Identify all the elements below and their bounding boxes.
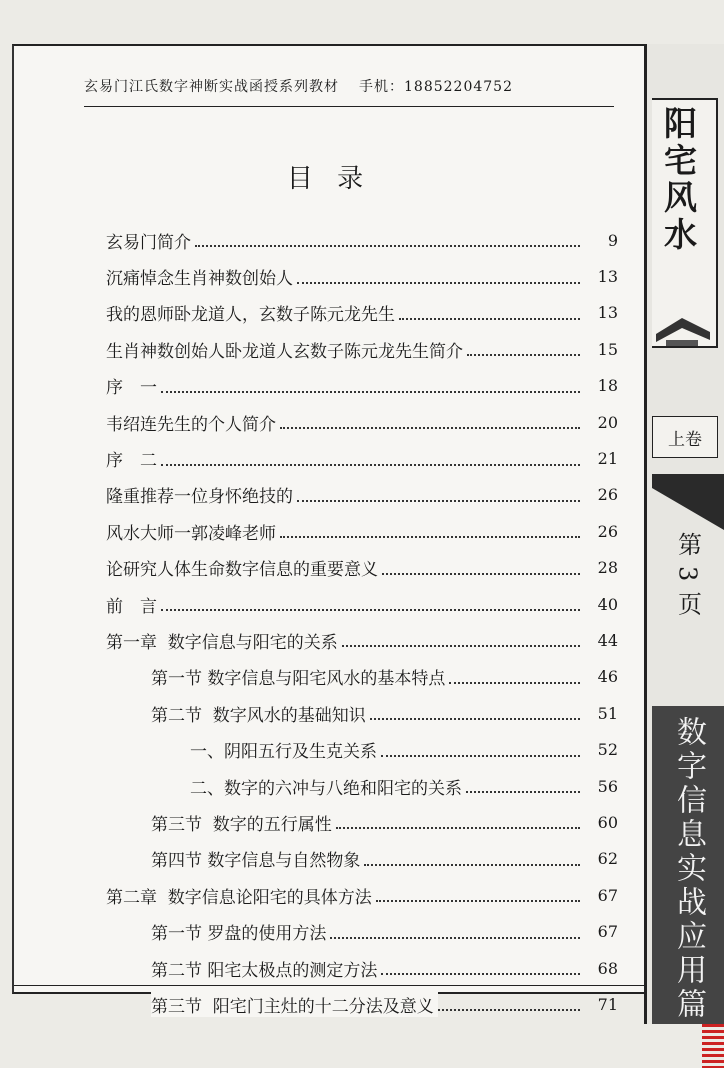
toc-entry[interactable] bbox=[106, 404, 618, 440]
leader-dots bbox=[467, 354, 580, 356]
toc-entry[interactable] bbox=[106, 768, 618, 804]
leader-dots bbox=[342, 645, 580, 647]
document-page bbox=[12, 44, 644, 1017]
toc-page-number: 68 bbox=[597, 958, 618, 978]
toc-entry-title: 前 言 bbox=[106, 592, 161, 617]
leader-dots bbox=[297, 282, 580, 284]
toc-entry-title: 序 二 bbox=[106, 446, 161, 471]
toc-page-number: 52 bbox=[597, 740, 618, 760]
toc-page-number: 21 bbox=[597, 449, 618, 469]
toc-entry[interactable] bbox=[106, 550, 618, 586]
table-of-contents bbox=[106, 222, 618, 1023]
toc-entry[interactable] bbox=[106, 986, 618, 1022]
leader-dots bbox=[297, 500, 580, 502]
toc-page-number: 26 bbox=[597, 521, 618, 541]
toc-page-number: 46 bbox=[597, 667, 618, 687]
toc-entry[interactable] bbox=[106, 513, 618, 549]
leader-dots bbox=[466, 791, 580, 793]
leader-dots bbox=[280, 427, 580, 429]
toc-entry[interactable] bbox=[106, 622, 618, 658]
toc-entry[interactable] bbox=[106, 477, 618, 513]
edge-dashes bbox=[702, 1024, 724, 1068]
toc-entry-title: 二、数字的六冲与八绝和阳宅的关系 bbox=[190, 774, 466, 799]
page-number-label: 第3页 bbox=[673, 532, 702, 626]
toc-page-number: 18 bbox=[597, 376, 618, 396]
toc-entry-title: 第一节 罗盘的使用方法 bbox=[151, 919, 330, 944]
leader-dots bbox=[280, 536, 580, 538]
toc-page-number: 26 bbox=[597, 485, 618, 505]
leader-dots bbox=[364, 864, 580, 866]
toc-entry-title: 第二节 数字风水的基础知识 bbox=[151, 701, 370, 726]
section-title-vertical: 数字信息实战应用篇 bbox=[671, 716, 706, 1022]
leader-dots bbox=[370, 718, 580, 720]
brand-box bbox=[652, 98, 718, 348]
toc-entry-title: 第二节 阳宅太极点的测定方法 bbox=[151, 956, 381, 981]
leader-dots bbox=[161, 464, 580, 466]
toc-entry-title: 沉痛悼念生肖神数创始人 bbox=[106, 264, 297, 289]
toc-page-number: 67 bbox=[597, 922, 618, 942]
toc-page-number: 44 bbox=[597, 630, 618, 650]
toc-page-number: 67 bbox=[597, 885, 618, 905]
toc-entry[interactable] bbox=[106, 913, 618, 949]
toc-entry[interactable] bbox=[106, 659, 618, 695]
leader-dots bbox=[399, 318, 580, 320]
toc-entry-title: 论研究人体生命数字信息的重要意义 bbox=[106, 555, 382, 580]
toc-entry[interactable] bbox=[106, 841, 618, 877]
toc-page-number: 15 bbox=[597, 339, 618, 359]
leader-dots bbox=[161, 609, 580, 611]
toc-entry-title: 生肖神数创始人卧龙道人玄数子陈元龙先生简介 bbox=[106, 337, 467, 362]
toc-page-number: 51 bbox=[597, 703, 618, 723]
toc-entry[interactable] bbox=[106, 586, 618, 622]
toc-entry[interactable] bbox=[106, 295, 618, 331]
toc-entry-title: 第一节 数字信息与阳宅风水的基本特点 bbox=[151, 664, 449, 689]
toc-entry-title: 隆重推荐一位身怀绝技的 bbox=[106, 482, 297, 507]
leader-dots bbox=[161, 391, 580, 393]
toc-entry-title: 第一章 数字信息与阳宅的关系 bbox=[106, 628, 342, 653]
running-header bbox=[84, 74, 614, 107]
course-title: 玄易门江氏数字神断实战函授系列教材 bbox=[84, 79, 339, 95]
toc-page-number: 28 bbox=[597, 558, 618, 578]
toc-entry-title: 韦绍连先生的个人简介 bbox=[106, 410, 280, 435]
toc-page-number: 56 bbox=[597, 776, 618, 796]
leader-dots bbox=[449, 682, 580, 684]
volume-label: 上卷 bbox=[652, 416, 718, 458]
page-number-box bbox=[656, 532, 720, 700]
toc-entry[interactable] bbox=[106, 950, 618, 986]
decorative-band bbox=[652, 474, 724, 530]
toc-entry-title: 风水大师一郭凌峰老师 bbox=[106, 519, 280, 544]
toc-entry[interactable] bbox=[106, 440, 618, 476]
leader-dots bbox=[336, 827, 580, 829]
leader-dots bbox=[381, 755, 580, 757]
leader-dots bbox=[381, 973, 580, 975]
toc-page-number: 40 bbox=[597, 594, 618, 614]
toc-entry[interactable] bbox=[106, 258, 618, 294]
section-tab bbox=[652, 706, 724, 1024]
toc-entry-title: 第三节 数字的五行属性 bbox=[151, 810, 336, 835]
toc-page-number: 62 bbox=[597, 849, 618, 869]
toc-entry-title: 第四节 数字信息与自然物象 bbox=[151, 846, 364, 871]
toc-entry[interactable] bbox=[106, 695, 618, 731]
toc-entry-title: 玄易门简介 bbox=[106, 228, 195, 253]
toc-page-number: 13 bbox=[597, 303, 618, 323]
page-title: 目 录 bbox=[286, 164, 372, 194]
toc-entry-title: 我的恩师卧龙道人，玄数子陈元龙先生 bbox=[106, 300, 399, 325]
phone-number: 手机：18852204752 bbox=[359, 79, 513, 95]
leader-dots bbox=[438, 1009, 580, 1011]
toc-entry[interactable] bbox=[106, 222, 618, 258]
toc-entry[interactable] bbox=[106, 368, 618, 404]
toc-entry-title: 一、阴阳五行及生克关系 bbox=[190, 737, 381, 762]
toc-entry-title: 序 一 bbox=[106, 373, 161, 398]
house-roof-icon bbox=[652, 310, 712, 348]
toc-entry[interactable] bbox=[106, 877, 618, 913]
leader-dots bbox=[195, 245, 580, 247]
side-tab-bar bbox=[644, 44, 724, 1024]
toc-entry[interactable] bbox=[106, 331, 618, 367]
toc-entry-title: 第三节 阳宅门主灶的十二分法及意义 bbox=[151, 992, 438, 1017]
toc-page-number: 20 bbox=[597, 412, 618, 432]
leader-dots bbox=[330, 937, 580, 939]
toc-page-number: 13 bbox=[597, 267, 618, 287]
leader-dots bbox=[382, 573, 580, 575]
toc-entry[interactable] bbox=[106, 804, 618, 840]
toc-entry-title: 第二章 数字信息论阳宅的具体方法 bbox=[106, 883, 376, 908]
toc-page-number: 71 bbox=[597, 994, 618, 1014]
toc-entry[interactable] bbox=[106, 731, 618, 767]
book-title-vertical: 阳宅风水 bbox=[659, 106, 698, 254]
toc-page-number: 9 bbox=[607, 230, 618, 250]
toc-page-number: 60 bbox=[597, 812, 618, 832]
leader-dots bbox=[376, 900, 580, 902]
